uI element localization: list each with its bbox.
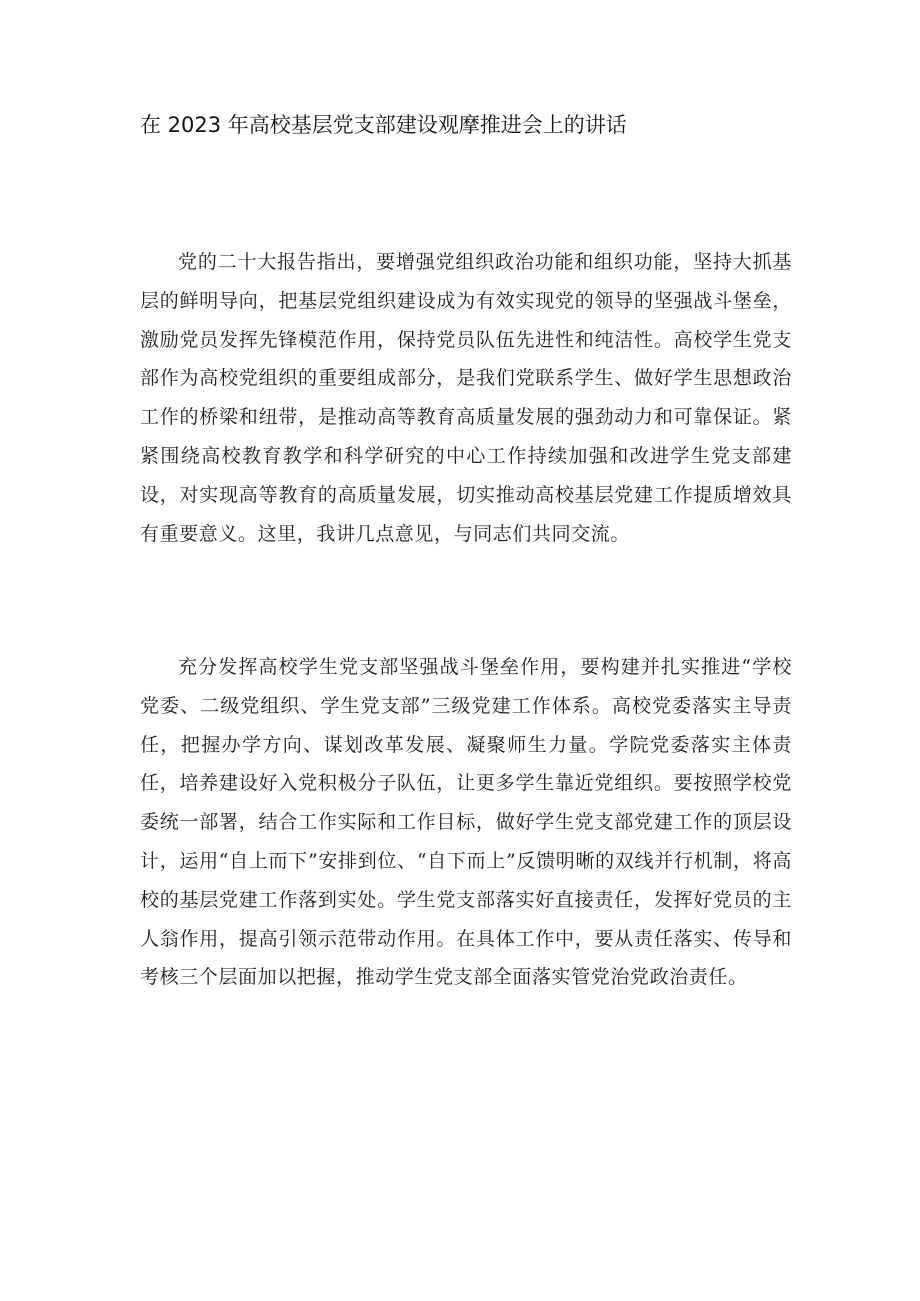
document-title: 在 2023 年高校基层党支部建设观摩推进会上的讲话 [140,113,627,137]
paragraph-2: 充分发挥高校学生党支部坚强战斗堡垒作用，要构建并扎实推进“学校党委、二级党组织、学生党支部”三级党建工作体系。高校党委落实主导责任，把握办学方向、谋划改革发展、凝聚师生力量。学院党委落实主体责任，培养建设好入党积极分子队伍，让更多学生靠近党组织。要按照学校党委统一部署，结合工作实际和工作目标，做好学生党支部党建工作的顶层设计，运用“自上而下”安排到位、“自下而上”反馈明晰的双线并行机制，将高校的基层党建工作落到实处。学生党支部落实好直接责任，发挥好党员的主人翁作用，提高引领示范带动作用。在具体工作中，要从责任落实、传导和考核三个层面加以把握，推动学生党支部全面落实管党治党政治责任。 [140,656,792,989]
paragraph-1: 党的二十大报告指出，要增强党组织政治功能和组织功能，坚持大抓基层的鲜明导向，把基层党组织建设成为有效实现党的领导的坚强战斗堡垒，激励党员发挥先锋模范作用，保持党员队伍先进性和纯洁性。高校学生党支部作为高校党组织的重要组成部分，是我们党联系学生、做好学生思想政治工作的桥梁和纽带，是推动高等教育高质量发展的强劲动力和可靠保证。紧紧围绕高校教育教学和科学研究的中心工作持续加强和改进学生党支部建设，对实现高等教育的高质量发展，切实推动高校基层党建工作提质增效具有重要意义。这里，我讲几点意见，与同志们共同交流。 [140,251,792,545]
